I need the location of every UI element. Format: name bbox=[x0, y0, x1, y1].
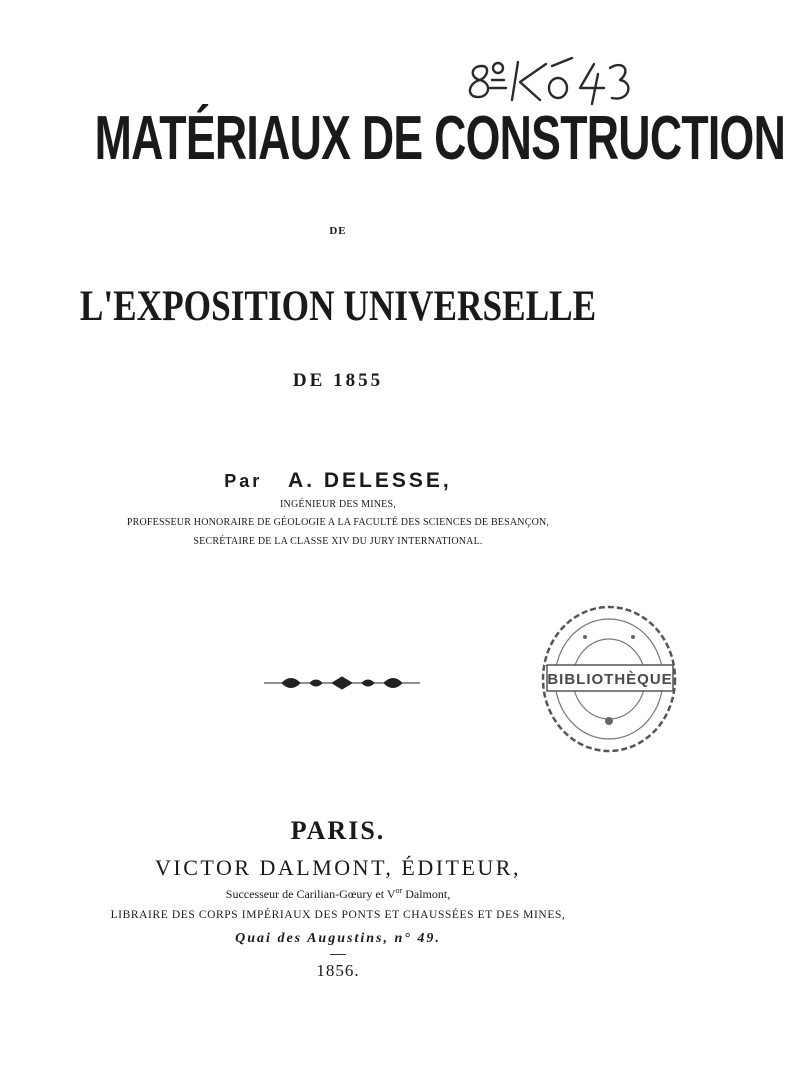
library-stamp bbox=[533, 603, 676, 755]
successor-superscript: or bbox=[395, 886, 403, 895]
imprint-address: Quai des Augustins, n° 49. bbox=[235, 931, 441, 946]
successor-text-end: Dalmont, bbox=[402, 887, 451, 901]
author-qualification: INGÉNIEUR DES MINES, bbox=[280, 499, 396, 510]
imprint-date: 1856. bbox=[316, 961, 360, 980]
title-year: DE 1855 bbox=[292, 370, 384, 391]
author-line bbox=[0, 470, 676, 491]
successor-text: Successeur de Carilian-Gœury et V bbox=[225, 887, 396, 901]
title-main: MATÉRIAUX DE CONSTRUCTION bbox=[94, 104, 785, 173]
divider-rule bbox=[330, 954, 346, 955]
printers-ornament bbox=[262, 675, 422, 691]
stamp-text: BIBLIOTHÈQUE bbox=[547, 671, 673, 688]
title-connector: DE bbox=[329, 225, 347, 237]
title-subtitle: L'EXPOSITION UNIVERSELLE bbox=[79, 283, 597, 330]
author-name: A. DELESSE, bbox=[288, 469, 452, 492]
imprint-libraire: LIBRAIRE DES CORPS IMPÉRIAUX DES PONTS ET CHAUSSÉES ET DES MINES, bbox=[110, 909, 566, 921]
author-qualification: SECRÉTAIRE DE LA CLASSE XIV DU JURY INTERNATIONAL. bbox=[193, 536, 483, 547]
author-prefix: Par bbox=[224, 471, 263, 491]
imprint-successor bbox=[0, 887, 676, 900]
handwritten-shelfmark bbox=[452, 52, 642, 110]
imprint-publisher: VICTOR DALMONT, ÉDITEUR, bbox=[155, 855, 521, 880]
imprint-city: PARIS. bbox=[290, 816, 386, 845]
author-qualification: PROFESSEUR HONORAIRE DE GÉOLOGIE A LA FACULTÉ DES SCIENCES DE BESANÇON, bbox=[126, 517, 550, 528]
